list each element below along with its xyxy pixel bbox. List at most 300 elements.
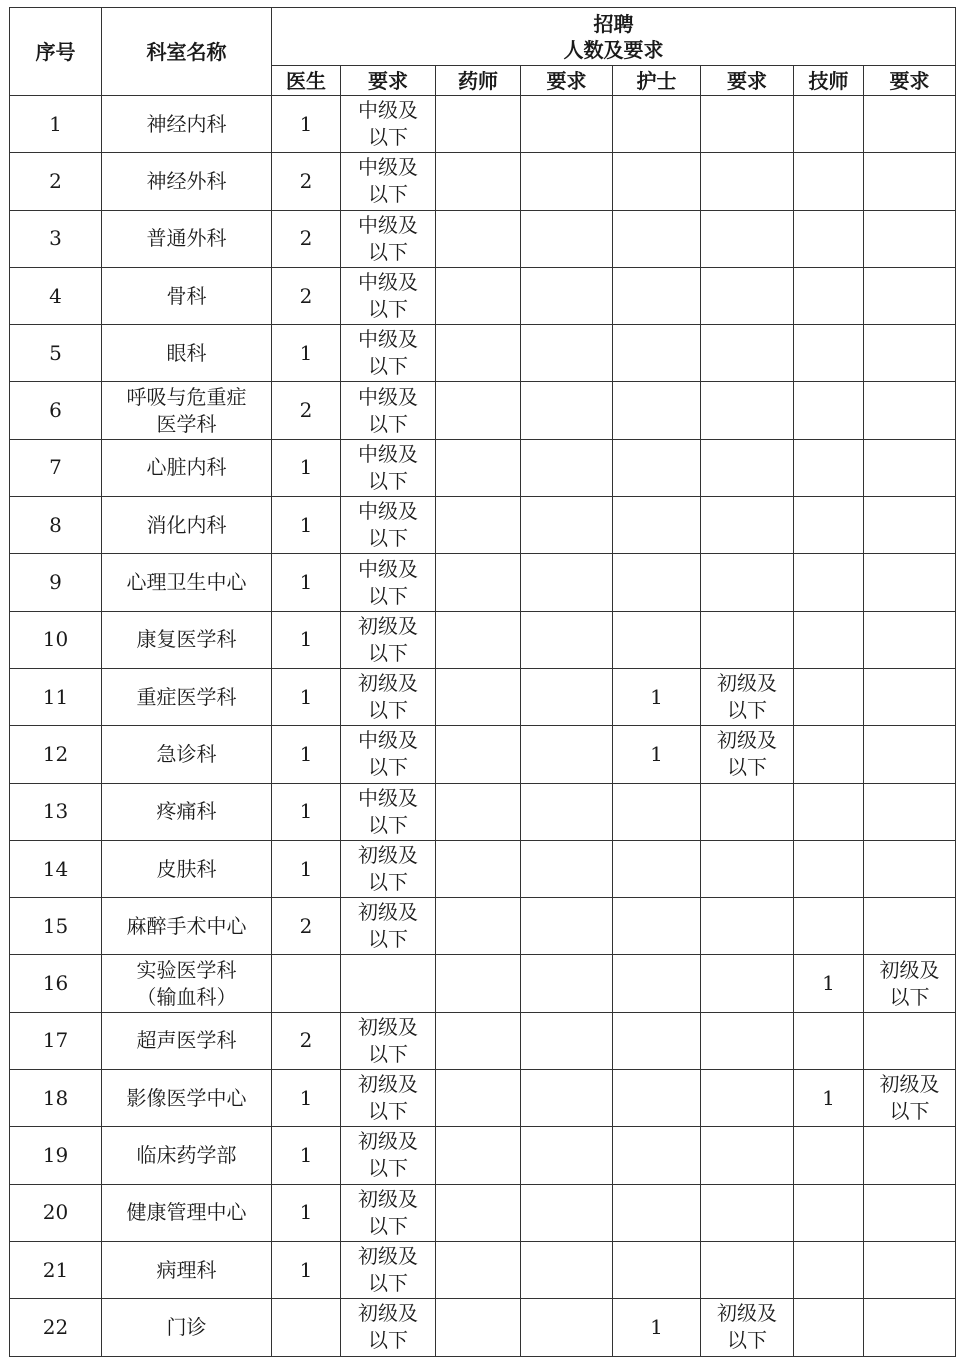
- cell-pharmacist-count: [436, 153, 521, 210]
- cell-technician-count: [794, 1184, 864, 1241]
- cell-technician-req: [864, 955, 956, 1012]
- cell-doctor-req: [341, 611, 436, 668]
- cell-nurse-count: [613, 726, 701, 783]
- cell-nurse-count: [613, 325, 701, 382]
- table-row: [10, 325, 956, 382]
- cell-doctor-req-text: 中级及以下: [358, 384, 418, 436]
- cell-pharmacist-count: [436, 668, 521, 725]
- cell-dept: [102, 1070, 272, 1127]
- cell-pharmacist-req: [521, 382, 613, 439]
- table-row: [10, 210, 956, 267]
- cell-doctor-count: [272, 1241, 341, 1298]
- cell-nurse-count: [613, 611, 701, 668]
- cell-technician-req: [864, 1070, 956, 1127]
- cell-pharmacist-count: [436, 325, 521, 382]
- cell-dept-text: 疼痛科: [156, 799, 217, 824]
- cell-doctor-count: [272, 840, 341, 897]
- cell-dept: [102, 382, 272, 439]
- table-row: [10, 840, 956, 897]
- cell-dept: [102, 611, 272, 668]
- cell-doctor-req-text: 初级及以下: [358, 1129, 418, 1181]
- cell-seq: [10, 325, 102, 382]
- cell-dept: [102, 210, 272, 267]
- cell-nurse-count-text: 1: [650, 1314, 663, 1339]
- cell-pharmacist-count: [436, 1184, 521, 1241]
- cell-doctor-req: [341, 153, 436, 210]
- cell-technician-count: [794, 497, 864, 554]
- cell-seq-text: 5: [49, 340, 62, 365]
- header-row-1: [10, 8, 956, 66]
- cell-doctor-count: [272, 611, 341, 668]
- cell-pharmacist-req: [521, 783, 613, 840]
- table-body: [10, 96, 956, 1357]
- cell-nurse-count: [613, 898, 701, 955]
- cell-doctor-req-text: 中级及以下: [358, 441, 418, 493]
- cell-doctor-count-text: 1: [299, 1257, 313, 1282]
- cell-doctor-count: [272, 267, 341, 324]
- cell-pharmacist-count: [436, 783, 521, 840]
- cell-doctor-count: [272, 726, 341, 783]
- cell-dept-text: 心脏内科: [146, 455, 227, 480]
- cell-doctor-req-text: 初级及以下: [358, 1244, 418, 1296]
- cell-nurse-req: [701, 840, 794, 897]
- cell-technician-count: [794, 439, 864, 496]
- cell-doctor-req: [341, 382, 436, 439]
- cell-doctor-count: [272, 153, 341, 210]
- cell-seq: [10, 554, 102, 611]
- cell-pharmacist-count: [436, 267, 521, 324]
- cell-doctor-req-text: 中级及以下: [358, 327, 418, 379]
- cell-seq-text: 13: [42, 799, 69, 824]
- cell-technician-count: [794, 325, 864, 382]
- cell-doctor-req: [341, 497, 436, 554]
- cell-doctor-req-text: 中级及以下: [358, 98, 418, 150]
- cell-nurse-req: [701, 153, 794, 210]
- cell-nurse-count-text: 1: [650, 684, 663, 709]
- cell-technician-count: [794, 267, 864, 324]
- cell-pharmacist-req: [521, 325, 613, 382]
- cell-technician-req: [864, 611, 956, 668]
- recruitment-table: [9, 7, 956, 1357]
- cell-seq: [10, 267, 102, 324]
- cell-nurse-req: [701, 1184, 794, 1241]
- table-header: [10, 8, 956, 96]
- cell-seq-text: 14: [42, 856, 69, 881]
- cell-pharmacist-req: [521, 210, 613, 267]
- cell-doctor-req-text: 中级及以下: [358, 556, 418, 608]
- cell-pharmacist-count: [436, 1127, 521, 1184]
- cell-nurse-count: [613, 1299, 701, 1356]
- cell-dept: [102, 726, 272, 783]
- cell-pharmacist-count: [436, 1241, 521, 1298]
- cell-dept: [102, 955, 272, 1012]
- cell-doctor-req-text: 中级及以下: [358, 212, 418, 264]
- table-row: [10, 497, 956, 554]
- cell-seq-text: 7: [49, 455, 62, 480]
- cell-seq-text: 17: [42, 1028, 69, 1053]
- cell-nurse-req-text: 初级及以下: [717, 1301, 777, 1353]
- cell-dept-text: 急诊科: [156, 741, 217, 766]
- cell-seq-text: 20: [42, 1200, 69, 1225]
- cell-dept-text: 皮肤科: [156, 856, 217, 881]
- table-row: [10, 1299, 956, 1356]
- cell-dept: [102, 267, 272, 324]
- cell-technician-req: [864, 1184, 956, 1241]
- cell-doctor-req-text: 初级及以下: [358, 1014, 418, 1066]
- cell-doctor-count: [272, 898, 341, 955]
- cell-technician-req: [864, 497, 956, 554]
- cell-doctor-count-text: 1: [299, 570, 313, 595]
- cell-nurse-count: [613, 439, 701, 496]
- cell-technician-count: [794, 783, 864, 840]
- cell-technician-req: [864, 210, 956, 267]
- cell-nurse-count: [613, 840, 701, 897]
- cell-doctor-req-text: 初级及以下: [358, 1072, 418, 1124]
- cell-seq: [10, 96, 102, 153]
- cell-nurse-req: [701, 955, 794, 1012]
- cell-nurse-req: [701, 497, 794, 554]
- header-pharmacist-req: 要求: [521, 66, 613, 96]
- cell-doctor-req: [341, 1184, 436, 1241]
- cell-doctor-req: [341, 783, 436, 840]
- cell-doctor-count-text: 1: [299, 455, 313, 480]
- cell-seq-text: 12: [42, 741, 69, 766]
- cell-pharmacist-count: [436, 726, 521, 783]
- cell-seq: [10, 210, 102, 267]
- cell-nurse-count: [613, 554, 701, 611]
- cell-dept-text: 影像医学中心: [126, 1085, 247, 1110]
- cell-nurse-count: [613, 1184, 701, 1241]
- cell-seq: [10, 726, 102, 783]
- cell-dept-text: 神经内科: [146, 111, 227, 136]
- cell-nurse-req: [701, 210, 794, 267]
- header-nurse-req: 要求: [701, 66, 794, 96]
- cell-doctor-count: [272, 1070, 341, 1127]
- cell-pharmacist-count: [436, 898, 521, 955]
- cell-nurse-req: [701, 1070, 794, 1127]
- cell-pharmacist-req: [521, 1241, 613, 1298]
- cell-doctor-req-text: 初级及以下: [358, 1301, 418, 1353]
- cell-nurse-req-text: 初级及以下: [717, 671, 777, 723]
- cell-doctor-count-text: 2: [299, 168, 313, 193]
- cell-nurse-req: [701, 267, 794, 324]
- cell-doctor-count-text: 1: [299, 684, 313, 709]
- cell-doctor-count-text: 1: [299, 1200, 313, 1225]
- cell-doctor-count-text: 1: [299, 1085, 313, 1110]
- cell-doctor-count: [272, 497, 341, 554]
- table-row: [10, 382, 956, 439]
- table-row: [10, 668, 956, 725]
- cell-doctor-count: [272, 439, 341, 496]
- cell-technician-req: [864, 1012, 956, 1069]
- cell-doctor-req: [341, 267, 436, 324]
- cell-doctor-count: [272, 1012, 341, 1069]
- cell-nurse-count: [613, 668, 701, 725]
- cell-pharmacist-req: [521, 840, 613, 897]
- cell-dept-text: 重症医学科: [136, 684, 237, 709]
- cell-pharmacist-count: [436, 439, 521, 496]
- cell-technician-req: [864, 898, 956, 955]
- cell-dept: [102, 497, 272, 554]
- header-technician: 技师: [794, 66, 864, 96]
- cell-pharmacist-req: [521, 668, 613, 725]
- cell-doctor-req: [341, 1070, 436, 1127]
- cell-doctor-req: [341, 325, 436, 382]
- cell-technician-req: [864, 668, 956, 725]
- cell-seq-text: 18: [42, 1085, 69, 1110]
- cell-dept-text: 门诊: [166, 1314, 207, 1339]
- cell-seq: [10, 1299, 102, 1356]
- cell-pharmacist-req: [521, 611, 613, 668]
- table-row: [10, 783, 956, 840]
- cell-dept-text: 呼吸与危重症医学科: [126, 384, 247, 436]
- cell-doctor-count: [272, 1127, 341, 1184]
- cell-doctor-req: [341, 1241, 436, 1298]
- cell-doctor-req: [341, 1127, 436, 1184]
- cell-seq: [10, 668, 102, 725]
- cell-doctor-req: [341, 726, 436, 783]
- cell-nurse-req: [701, 1299, 794, 1356]
- cell-seq: [10, 1184, 102, 1241]
- cell-seq: [10, 382, 102, 439]
- cell-pharmacist-count: [436, 210, 521, 267]
- cell-doctor-req-text: 初级及以下: [358, 671, 418, 723]
- cell-pharmacist-count: [436, 1299, 521, 1356]
- table-row: [10, 1070, 956, 1127]
- cell-doctor-count-text: 1: [299, 856, 313, 881]
- cell-dept: [102, 1299, 272, 1356]
- cell-seq: [10, 783, 102, 840]
- cell-nurse-count: [613, 267, 701, 324]
- header-doctor: 医生: [272, 66, 341, 96]
- table-row: [10, 1241, 956, 1298]
- cell-technician-count: [794, 611, 864, 668]
- cell-dept: [102, 783, 272, 840]
- cell-dept-text: 心理卫生中心: [126, 570, 247, 595]
- table-row: [10, 611, 956, 668]
- cell-dept: [102, 1241, 272, 1298]
- cell-pharmacist-req: [521, 1070, 613, 1127]
- cell-seq-text: 15: [42, 913, 69, 938]
- cell-doctor-req: [341, 840, 436, 897]
- cell-nurse-req: [701, 783, 794, 840]
- cell-technician-req: [864, 726, 956, 783]
- header-seq: 序号: [10, 8, 102, 96]
- cell-nurse-req: [701, 382, 794, 439]
- cell-doctor-req: [341, 439, 436, 496]
- header-dept: 科室名称: [102, 8, 272, 96]
- cell-doctor-count-text: 2: [299, 283, 313, 308]
- cell-pharmacist-req: [521, 153, 613, 210]
- cell-doctor-count: [272, 554, 341, 611]
- cell-dept: [102, 554, 272, 611]
- cell-technician-req: [864, 382, 956, 439]
- cell-seq-text: 11: [42, 684, 69, 709]
- cell-doctor-count: [272, 382, 341, 439]
- cell-technician-req: [864, 554, 956, 611]
- cell-seq-text: 9: [49, 570, 62, 595]
- cell-doctor-req-text: 中级及以下: [358, 728, 418, 780]
- cell-doctor-count-text: 1: [299, 340, 313, 365]
- cell-pharmacist-req: [521, 726, 613, 783]
- cell-technician-req: [864, 783, 956, 840]
- cell-pharmacist-count: [436, 955, 521, 1012]
- cell-nurse-req: [701, 726, 794, 783]
- table-row: [10, 955, 956, 1012]
- header-technician-req: 要求: [864, 66, 956, 96]
- cell-nurse-count: [613, 783, 701, 840]
- cell-pharmacist-req: [521, 439, 613, 496]
- cell-pharmacist-req: [521, 96, 613, 153]
- cell-nurse-req: [701, 611, 794, 668]
- header-group-line2: 人数及要求: [563, 37, 664, 62]
- cell-seq-text: 2: [49, 168, 62, 193]
- cell-pharmacist-count: [436, 497, 521, 554]
- cell-seq: [10, 1127, 102, 1184]
- cell-doctor-count-text: 1: [299, 799, 313, 824]
- cell-doctor-count-text: 2: [299, 1028, 313, 1053]
- cell-seq: [10, 439, 102, 496]
- cell-pharmacist-count: [436, 96, 521, 153]
- cell-dept: [102, 1012, 272, 1069]
- table-row: [10, 898, 956, 955]
- cell-seq-text: 19: [42, 1142, 69, 1167]
- cell-dept-text: 康复医学科: [136, 627, 237, 652]
- table-row: [10, 439, 956, 496]
- cell-seq-text: 10: [42, 627, 69, 652]
- cell-doctor-count: [272, 96, 341, 153]
- cell-doctor-req-text: 初级及以下: [358, 843, 418, 894]
- cell-nurse-req-text: 初级及以下: [717, 728, 777, 780]
- cell-nurse-req: [701, 325, 794, 382]
- cell-technician-count: [794, 1070, 864, 1127]
- cell-doctor-count: [272, 955, 341, 1012]
- cell-technician-count: [794, 554, 864, 611]
- header-group: [272, 8, 956, 66]
- cell-doctor-count-text: 2: [299, 913, 313, 938]
- cell-nurse-count: [613, 96, 701, 153]
- cell-doctor-req-text: 中级及以下: [358, 270, 418, 322]
- cell-dept-text: 病理科: [156, 1257, 217, 1282]
- cell-technician-req: [864, 840, 956, 897]
- cell-nurse-count: [613, 1241, 701, 1298]
- cell-technician-req: [864, 267, 956, 324]
- cell-pharmacist-req: [521, 955, 613, 1012]
- cell-technician-count: [794, 1241, 864, 1298]
- cell-technician-count: [794, 898, 864, 955]
- header-pharmacist: 药师: [436, 66, 521, 96]
- cell-nurse-count: [613, 210, 701, 267]
- cell-dept: [102, 153, 272, 210]
- table-row: [10, 96, 956, 153]
- cell-technician-count: [794, 153, 864, 210]
- cell-technician-req: [864, 1299, 956, 1356]
- cell-technician-count: [794, 1299, 864, 1356]
- cell-technician-req: [864, 325, 956, 382]
- cell-pharmacist-req: [521, 1127, 613, 1184]
- cell-nurse-count: [613, 497, 701, 554]
- cell-doctor-req: [341, 96, 436, 153]
- cell-doctor-req: [341, 554, 436, 611]
- cell-technician-req-text: 初级及以下: [879, 957, 940, 1009]
- cell-technician-count: [794, 1127, 864, 1184]
- cell-nurse-count: [613, 955, 701, 1012]
- cell-technician-count: [794, 382, 864, 439]
- cell-seq: [10, 1012, 102, 1069]
- cell-technician-req: [864, 1241, 956, 1298]
- cell-doctor-count-text: 1: [299, 1142, 313, 1167]
- cell-nurse-req: [701, 439, 794, 496]
- cell-nurse-req: [701, 1127, 794, 1184]
- cell-nurse-count: [613, 153, 701, 210]
- cell-seq-text: 6: [49, 398, 62, 423]
- cell-technician-req-text: 初级及以下: [879, 1072, 940, 1124]
- cell-doctor-count-text: 1: [299, 627, 313, 652]
- cell-technician-count: [794, 96, 864, 153]
- cell-dept-text: 超声医学科: [136, 1028, 237, 1053]
- cell-dept-text: 神经外科: [146, 168, 227, 193]
- cell-nurse-count-text: 1: [650, 741, 663, 766]
- cell-doctor-req: [341, 955, 436, 1012]
- cell-doctor-req-text: 中级及以下: [358, 499, 418, 551]
- cell-technician-count: [794, 840, 864, 897]
- cell-doctor-req-text: 中级及以下: [358, 155, 418, 207]
- cell-dept-text: 普通外科: [146, 226, 227, 251]
- cell-seq-text: 22: [42, 1314, 69, 1339]
- cell-seq: [10, 840, 102, 897]
- cell-seq-text: 8: [49, 512, 62, 537]
- cell-nurse-count: [613, 1012, 701, 1069]
- cell-dept: [102, 325, 272, 382]
- cell-technician-req: [864, 96, 956, 153]
- cell-technician-count-text: 1: [822, 1085, 835, 1110]
- cell-technician-count: [794, 668, 864, 725]
- table-row: [10, 1127, 956, 1184]
- cell-technician-req: [864, 153, 956, 210]
- cell-nurse-count: [613, 382, 701, 439]
- cell-seq-text: 21: [42, 1257, 69, 1282]
- cell-nurse-req: [701, 898, 794, 955]
- cell-technician-req: [864, 1127, 956, 1184]
- cell-dept-text: 麻醉手术中心: [126, 913, 247, 938]
- cell-pharmacist-count: [436, 382, 521, 439]
- cell-doctor-count: [272, 668, 341, 725]
- cell-pharmacist-req: [521, 554, 613, 611]
- cell-seq-text: 4: [49, 283, 62, 308]
- cell-seq-text: 1: [49, 111, 62, 136]
- cell-doctor-req: [341, 1299, 436, 1356]
- cell-doctor-count-text: 1: [299, 512, 313, 537]
- header-nurse: 护士: [613, 66, 701, 96]
- cell-doctor-req-text: 初级及以下: [358, 900, 418, 952]
- cell-doctor-count: [272, 210, 341, 267]
- cell-pharmacist-req: [521, 267, 613, 324]
- cell-doctor-req: [341, 210, 436, 267]
- cell-nurse-count: [613, 1070, 701, 1127]
- cell-pharmacist-count: [436, 1012, 521, 1069]
- cell-doctor-req: [341, 1012, 436, 1069]
- cell-doctor-req-text: 初级及以下: [358, 613, 418, 665]
- cell-doctor-req: [341, 898, 436, 955]
- cell-doctor-count-text: 1: [299, 111, 313, 136]
- cell-dept: [102, 1184, 272, 1241]
- cell-doctor-count: [272, 1299, 341, 1356]
- cell-nurse-count: [613, 1127, 701, 1184]
- table-row: [10, 153, 956, 210]
- cell-doctor-req: [341, 668, 436, 725]
- table-row: [10, 1184, 956, 1241]
- cell-dept: [102, 1127, 272, 1184]
